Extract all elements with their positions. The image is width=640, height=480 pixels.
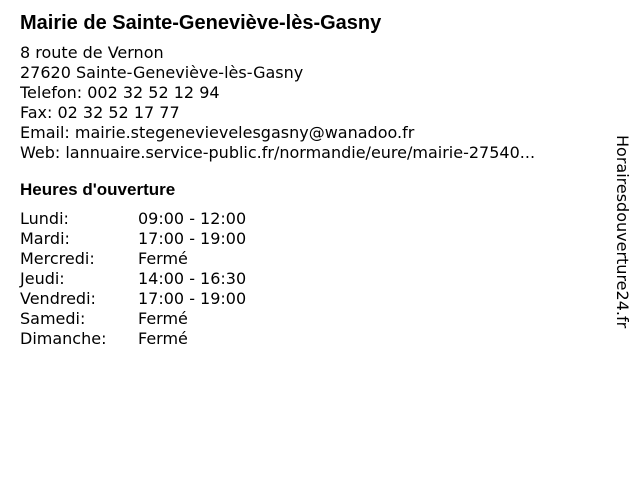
email-line: Email: mairie.stegenevievelesgasny@wanadoo.fr (20, 123, 415, 142)
hours-row (20, 309, 600, 329)
hours-row (20, 329, 600, 349)
web-line: Web: lannuaire.service-public.fr/normandie/eure/mairie-27540... (20, 143, 536, 162)
hours-heading: Heures d'ouverture (20, 180, 176, 199)
hours-row (20, 269, 600, 289)
hours-row (20, 289, 600, 309)
hours-row (20, 249, 600, 269)
day-label: Dimanche: (20, 329, 107, 348)
business-card (20, 10, 600, 349)
fax-line: Fax: 02 32 52 17 77 (20, 103, 180, 122)
hours-row (20, 209, 600, 229)
contact-block (20, 43, 600, 163)
address-street: 8 route de Vernon (20, 43, 164, 62)
hours-table (20, 209, 600, 349)
day-label: Vendredi: (20, 289, 96, 308)
hours-row (20, 229, 600, 249)
address-city: 27620 Sainte-Geneviève-lès-Gasny (20, 63, 304, 82)
brand-watermark: Horairesdouverture24.fr (613, 135, 632, 329)
day-label: Jeudi: (20, 269, 65, 288)
time-value: Fermé (138, 249, 188, 268)
day-label: Mardi: (20, 229, 70, 248)
time-value: 09:00 - 12:00 (138, 209, 247, 228)
time-value: 14:00 - 16:30 (138, 269, 247, 288)
day-label: Mercredi: (20, 249, 95, 268)
day-label: Samedi: (20, 309, 86, 328)
day-label: Lundi: (20, 209, 69, 228)
phone-line: Telefon: 002 32 52 12 94 (20, 83, 220, 102)
page-title: Mairie de Sainte-Geneviève-lès-Gasny (20, 12, 382, 34)
time-value: 17:00 - 19:00 (138, 289, 247, 308)
time-value: 17:00 - 19:00 (138, 229, 247, 248)
time-value: Fermé (138, 329, 188, 348)
time-value: Fermé (138, 309, 188, 328)
